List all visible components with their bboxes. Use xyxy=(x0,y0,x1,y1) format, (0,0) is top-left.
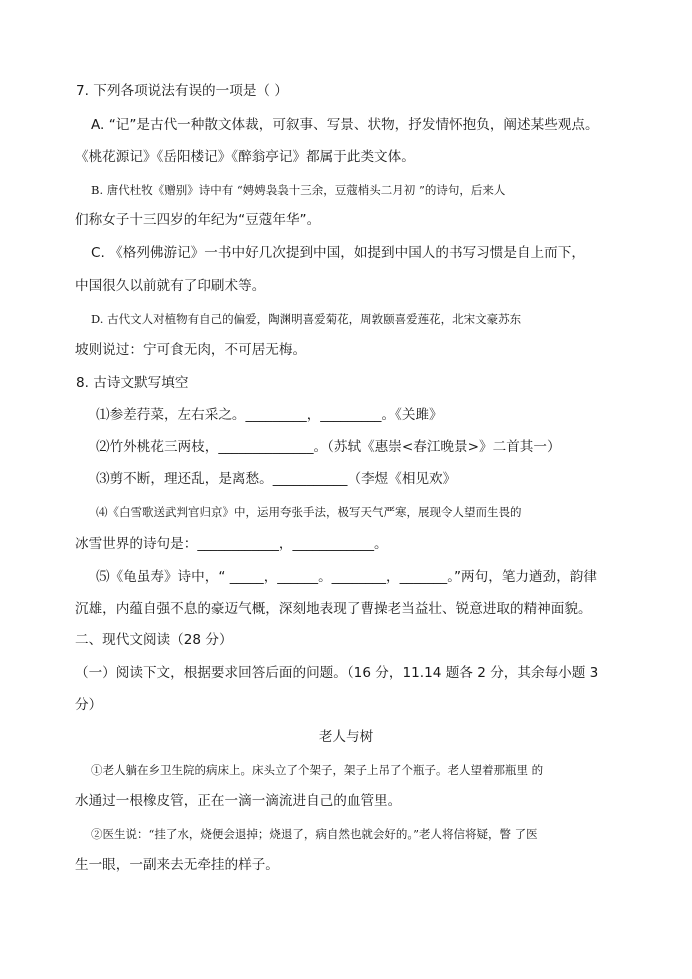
passage-paragraph-2-line-1: ②医生说：“挂了水，烧便会退掉；烧退了，病自然也就会好的。”老人将信将疑，瞥 了医 xyxy=(91,827,538,841)
option-c-line-1: C. 《格列佛游记》一书中好几次提到中国，如提到中国人的书写习惯是自上而下， xyxy=(91,245,585,261)
option-b-line-2: 们称女子十三四岁的年纪为“豆蔻年华”。 xyxy=(75,212,321,228)
question-8-item-4-line-1: ⑷《白雪歌送武判官归京》中，运用夸张手法，极写天气严寒，展现令人望而生畏的 xyxy=(96,505,522,519)
passage-paragraph-2-line-2: 生一眼，一副来去无牵挂的样子。 xyxy=(75,857,279,873)
question-7-stem: 7. 下列各项说法有误的一项是（ ） xyxy=(76,83,288,99)
question-8-item-5-line-1: ⑸《龟虽寿》诗中，“ _____，______。________，_______。”两句，笔力遒劲，韵律 xyxy=(96,569,597,585)
passage-paragraph-1-line-1: ①老人躺在乡卫生院的病床上。床头立了个架子，架子上吊了个瓶子。老人望着那瓶里 的 xyxy=(91,763,544,777)
option-d-line-1: D. 古代文人对植物有自己的偏爱，陶渊明喜爱菊花，周敦颐喜爱莲花，北宋文豪苏东 xyxy=(91,312,522,326)
option-a-line-2: 《桃花源记》《岳阳楼记》《醉翁亭记》都属于此类文体。 xyxy=(75,149,415,165)
option-c-line-2: 中国很久以前就有了印刷术等。 xyxy=(75,278,266,294)
question-8-item-3: ⑶剪不断，理还乱，是离愁。___________（李煜《相见欢》 xyxy=(96,471,457,487)
passage-paragraph-1-line-2: 水通过一根橡皮管，正在一滴一滴流进自己的血管里。 xyxy=(75,793,402,809)
passage-title: 老人与树 xyxy=(318,729,374,745)
question-8-item-1: ⑴参差荇菜，左右采之。_________，_________。《关雎》 xyxy=(96,407,443,423)
option-b-line-1: B. 唐代杜牧《赠别》诗中有 “娉娉袅袅十三余，豆蔻梢头二月初 ”的诗句，后来人 xyxy=(91,183,506,197)
question-8-item-2: ⑵竹外桃花三两枝，______________。（苏轼《惠崇<春江晚景>》二首其一） xyxy=(96,439,561,455)
question-8-stem: 8. 古诗文默写填空 xyxy=(76,375,189,391)
option-a-line-1: A. “记”是古代一种散文体裁，可叙事、写景、状物，抒发情怀抱负，阐述某些观点。 xyxy=(91,117,599,133)
question-8-item-5-line-2: 沉雄，内蕴自强不息的豪迈气概，深刻地表现了曹操老当益壮、锐意进取的精神面貌。 xyxy=(75,601,592,617)
question-8-item-4-line-2: 冰雪世界的诗句是：____________，____________。 xyxy=(75,536,388,552)
section-2-heading: 二、现代文阅读（28 分） xyxy=(75,632,233,648)
section-2-instruction-line-1: （一）阅读下文，根据要求回答后面的问题。（16 分，11.14 题各 2 分，其余每小题 3 xyxy=(75,665,599,681)
option-d-line-2: 坡则说过：宁可食无肉，不可居无梅。 xyxy=(75,342,307,358)
section-2-instruction-line-2: 分） xyxy=(75,697,103,713)
